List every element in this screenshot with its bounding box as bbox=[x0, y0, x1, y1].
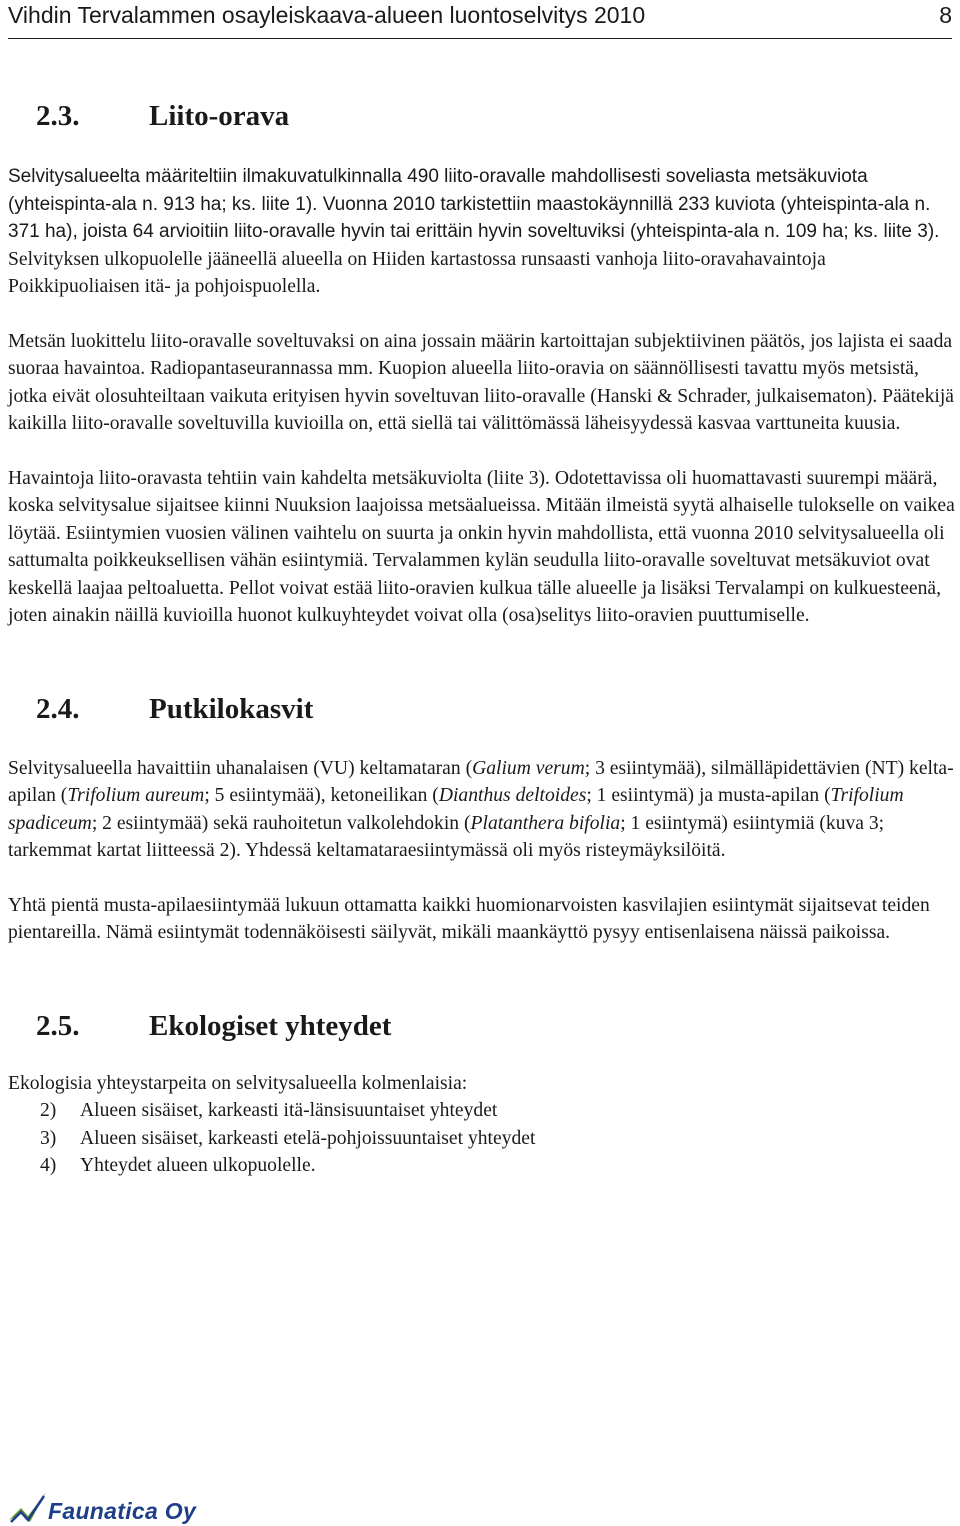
paragraph-text: Selvityksen ulkopuolelle jääneellä alueella on Hiiden kartastossa runsaasti vanhoja liito-oravahavaintoja Poikkipuoliaisen itä- ja pohjoispuolella. bbox=[8, 248, 826, 297]
species-name: Trifolium spadiceum bbox=[8, 785, 904, 834]
page-header bbox=[8, 0, 952, 39]
list-item-text: Yhteydet alueen ulkopuolelle. bbox=[80, 1155, 316, 1176]
list-item bbox=[8, 1097, 956, 1125]
paragraph: Havaintoja liito-oravasta tehtiin vain kahdelta metsäkuviolta (liite 3). Odotettavissa oli huomattavasti suurempi määrä, koska selvitysalue sijaitsee kiinni Nuuksion laajoissa metsäalueissa. Mitään ilmeistä syytä alhaiselle tulokselle on vaikea löytää. Esiintymien vuosien välinen vaihtelu on suurta ja onkin hyvin mahdollista, että vuonna 2010 selvitysalueella oli sattumalta poikkeuksellisen vähän esiintymiä. Tervalammen kylän seudulla liito-oravalle soveltuvat metsäkuviot ovat keskellä laajaa peltoaluetta. Pellot voivat estää liito-oravien kulkua tälle alueelle ja lisäksi Tervalampi on kulkuesteenä, joten ainakin näillä kuvioilla huonot kulkuyhteydet voivat olla (osa)selitys liito-oravien puuttumiselle. bbox=[8, 467, 955, 626]
page-content bbox=[8, 96, 956, 1180]
paragraph: Ekologisia yhteystarpeita on selvitysalueella kolmenlaisia: bbox=[8, 1072, 468, 1094]
section-heading-2-5 bbox=[8, 1006, 956, 1046]
logo-swoosh-icon bbox=[8, 1490, 48, 1524]
section-heading-2-3 bbox=[8, 96, 956, 136]
paragraph: Metsän luokittelu liito-oravalle soveltuvaksi on aina jossain määrin kartoittajan subjektiivinen päätös, jos lajista ei saada suoraa havaintoa. Radiopantaseurannassa mm. Kuopion alueella liito-oravia on säännöllisesti tavattu myös metsistä, jotka eivät olosuhteiltaan vaikuta erityisen hyvin soveltuvan liito-oravalle (Hanski & Schrader, julkaisematon). Päätekijä kaikilla liito-oravalle soveltuvilla kuvioilla on, että siellä tai välittömässä läheisyydessä kasvaa varttuneita kuusia. bbox=[8, 330, 954, 434]
section-title: Ekologiset yhteydet bbox=[149, 1009, 392, 1042]
paragraph-text: ; 1 esiintymä) ja musta-apilan ( bbox=[586, 785, 831, 806]
list-number: 2) bbox=[40, 1100, 57, 1121]
list-number: 4) bbox=[40, 1155, 57, 1176]
paragraph bbox=[8, 755, 956, 865]
document-title: Vihdin Tervalammen osayleiskaava-alueen luontoselvitys 2010 bbox=[8, 2, 646, 28]
species-name: Platanthera bifolia bbox=[470, 812, 621, 834]
paragraph-text: ; 1 esiintymä) esiintymiä (kuva 3; tarkemmat kartat liitteessä 2). Yhdessä keltamataraesiintymässä oli myös risteymäyksilöitä. bbox=[8, 812, 885, 861]
species-name: Dianthus deltoides bbox=[438, 785, 587, 806]
section-number: 2.4. bbox=[36, 692, 80, 725]
paragraph-text: ; 3 esiintymää), silmälläpidettävien (NT) kelta-apilan ( bbox=[8, 757, 954, 806]
section-title: Putkilokasvit bbox=[149, 692, 314, 725]
section-heading-2-4 bbox=[8, 689, 956, 729]
company-logo bbox=[8, 1486, 196, 1524]
section-number: 2.3. bbox=[36, 100, 80, 132]
paragraph: Yhtä pientä musta-apilaesiintymää lukuun ottamatta kaikki huomionarvoisten kasvilajien esiintymät sijaitsevat teiden pientareilla. Nämä esiintymät todennäköisesti säilyvät, mikäli maankäyttö pysyy entisenlaisena näissä paikoissa. bbox=[8, 894, 930, 943]
paragraph bbox=[8, 163, 956, 301]
section-title: Liito-orava bbox=[149, 100, 290, 132]
paragraph-text: ; 2 esiintymää) sekä rauhoitetun valkolehdokin ( bbox=[91, 812, 471, 834]
list-item-text: Alueen sisäiset, karkeasti itä-länsisuuntaiset yhteydet bbox=[80, 1100, 498, 1121]
page-number: 8 bbox=[939, 2, 952, 28]
paragraph-text: ; 5 esiintymää), ketoneilikan ( bbox=[204, 785, 439, 806]
list-number: 3) bbox=[40, 1127, 57, 1149]
logo-text: Faunatica Oy bbox=[48, 1498, 197, 1524]
species-name: Galium verum bbox=[472, 757, 585, 779]
paragraph-text: Selvitysalueelta määriteltiin ilmakuvatulkinnalla 490 liito-oravalle mahdollisesti soveliasta metsäkuviota (yhteispinta-ala n. 913 ha; ks. liite 1). Vuonna 2010 tarkistettiin maastokäynnillä 233 kuviota (yhteispinta-ala n. 371 ha), joista 64 arvioitiin liito-oravalle hyvin tai erittäin hyvin soveltuviksi (yhteispinta-ala n. 109 ha; ks. liite 3). bbox=[8, 166, 940, 242]
ecological-connections-list bbox=[8, 1097, 956, 1180]
list-item-text: Alueen sisäiset, karkeasti etelä-pohjoissuuntaiset yhteydet bbox=[80, 1127, 536, 1149]
species-name: Trifolium aureum bbox=[67, 785, 205, 806]
list-item bbox=[8, 1125, 956, 1153]
paragraph-text: Selvitysalueella havaittiin uhanalaisen (VU) keltamataran ( bbox=[8, 757, 473, 779]
section-number: 2.5. bbox=[36, 1009, 80, 1042]
list-item bbox=[8, 1152, 956, 1180]
